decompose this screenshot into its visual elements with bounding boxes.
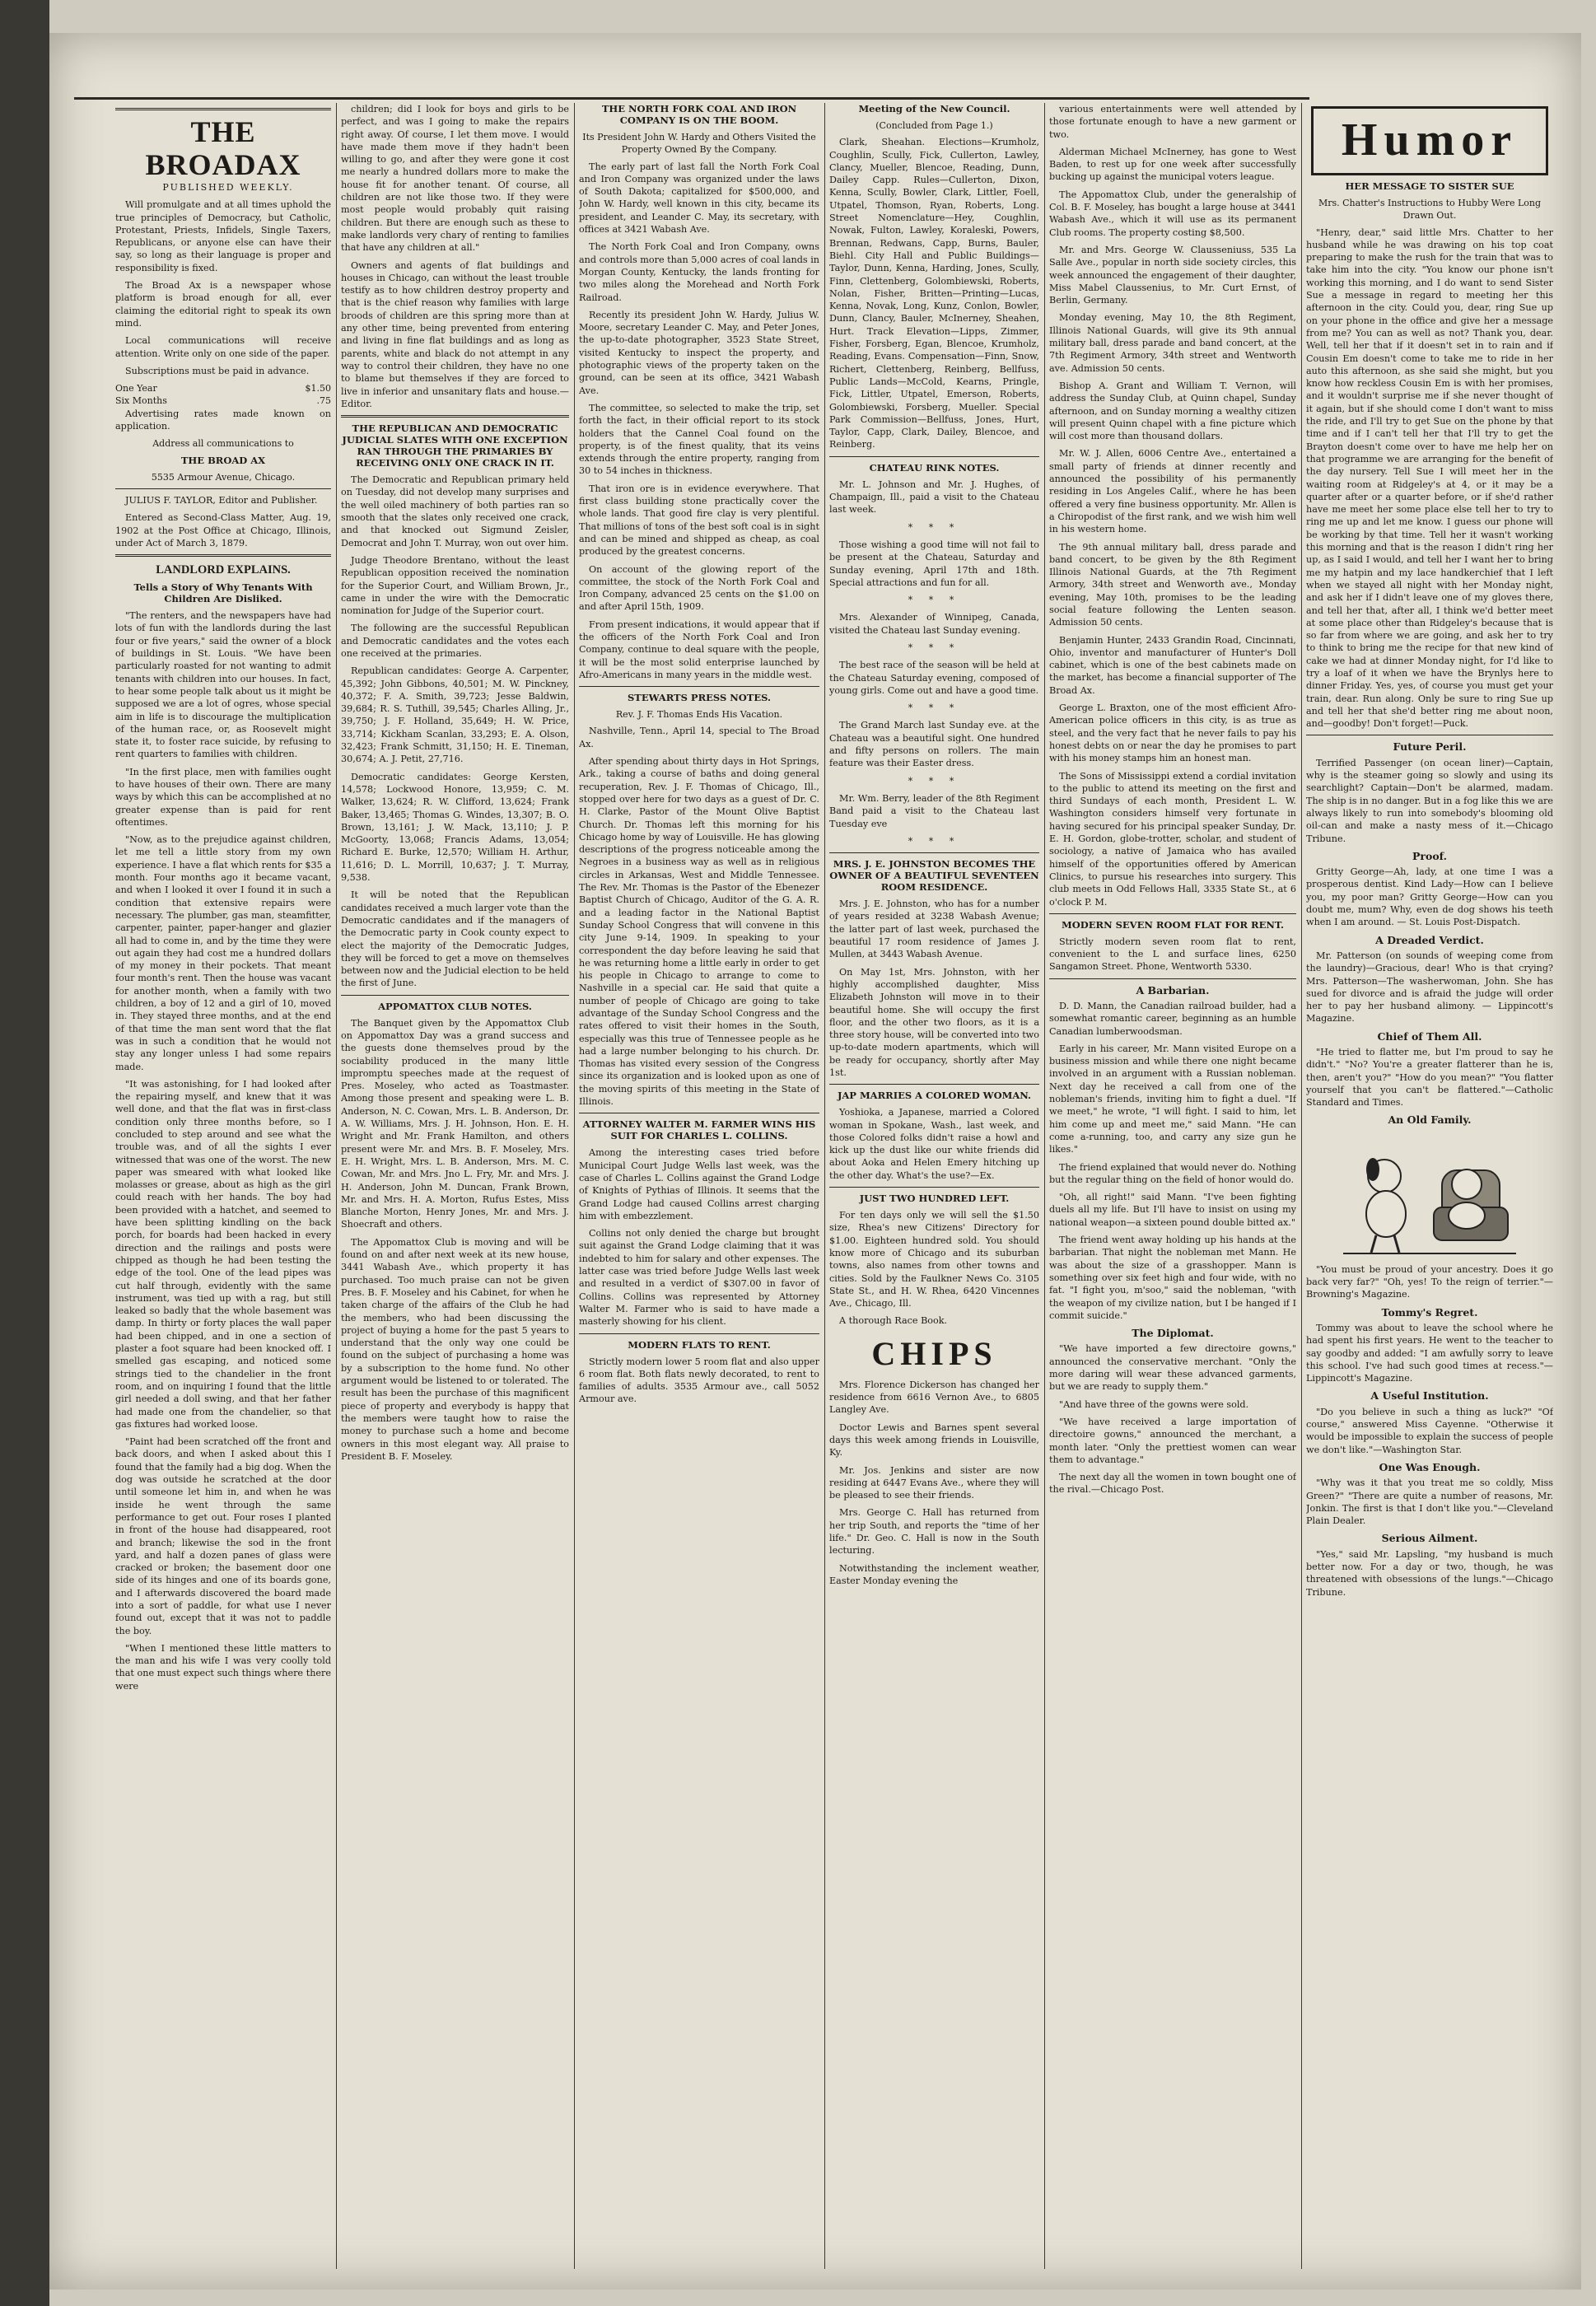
- enough-headline: One Was Enough.: [1379, 1460, 1481, 1473]
- barbarian-para: The friend went away holding up his hands at the barbarian. That night the nobleman met Mann. He was about the size of a grasshopper. Mann is something over six feet high and four wide, with no fat. "I fight you, m'soo," said the nobleman, "with the weapon of my civilize nation, but I be hanged if I commit suicide.": [1049, 1235, 1296, 1321]
- barbarian-para: D. D. Mann, the Canadian railroad builder, had a somewhat romantic career, beginning as an humble Canadian lumberwoodsman.: [1049, 1001, 1296, 1037]
- chateau-para: Mr. L. Johnson and Mr. J. Hughes, of Champaign, Ill., paid a visit to the Chateau last week.: [829, 478, 1039, 516]
- regret-headline: Tommy's Regret.: [1381, 1305, 1478, 1319]
- chateau-para: The best race of the season will be held at the Chateau Saturday evening, composed of young girls. Come out and have a good time.: [829, 660, 1039, 696]
- jap-headline: JAP MARRIES A COLORED WOMAN.: [837, 1090, 1032, 1102]
- humor-title: Humor: [1341, 114, 1519, 166]
- column-6: [1306, 103, 1553, 2277]
- chateau-headline: CHATEAU RINK NOTES.: [869, 461, 1000, 474]
- section-stars: * * *: [908, 703, 961, 714]
- appomattox-headline: APPOMATTOX CLUB NOTES.: [378, 1000, 532, 1012]
- chips-para: Mr. Jos. Jenkins and sister are now residing at 6447 Evans Ave., where they will be pleased to see their friends.: [829, 1464, 1039, 1501]
- masthead-intro: Will promulgate and at all times uphold the true principles of Democracy, but Catholic, Protestant, Priests, Infidels, Single Taxers, Republicans, or anyone else can have their say, so long as their language is proper and responsibility is fixed.: [115, 199, 331, 273]
- proof-headline: Proof.: [1412, 849, 1447, 862]
- council-deck: (Concluded from Page 1.): [875, 120, 993, 131]
- council-para: Clark, Sheahan. Elections—Krumholz, Coughlin, Scully, Fick, Cullerton, Lawley, Clancy, Mueller, Blencoe, Reading, Dunn, Dailey Capp. Rules—Cullerton, Dixon, Kenna, Scully, Bowler, Clark, Littler, Foell, Utpatel, Thomson, Ryan, Roberts, Long. Street Nomenclature—Hey, Coughlin, Nowak, Fulton, Lawley, Koraleski, Powers, Brennan, Redwans, Capp, Burns, Bauler, Biehl. City Hall and Public Buildings—Taylor, Dunn, Kenna, Harding, Jones, Scully, Finn, Clettenberg, Golombiewski, Roberts, Nolan, Fisher, Britten—Printing—Lucas, Kenna, Novak, Long, Kunz, Conlon, Bowler, Dunn, Clancy, Bauler, McInerney, Sheahen, Hurt. Track Elevation—Lipps, Zimmer, Fisher, Forsberg, Egan, Blencoe, Krumholz, Reading, Evans. Compensation—Finn, Snow, Richert, Clettenberg, Reinberg, Bellfuss, Public Lands—McCold, Kearns, Pringle, Fick, Littler, Utpatel, Emerson, Roberts, Golombiewski, Forsberg, Mueller. Special Park Commission—Bellfuss, Jones, Hurt, Taylor, Capp, Clark, Dailey, Blencoe, and Reinberg.: [829, 137, 1039, 450]
- barbarian-para: The friend explained that would never do. Nothing but the regular thing on the field of honor would do.: [1049, 1161, 1296, 1185]
- column-rule: [574, 103, 575, 2269]
- landlord-para: "It was astonishing, for I had looked after the repairing myself, and knew that it was well done, and that the flat was in first-class condition only three months before, so I concluded to step around and see what the trouble was, and of all the sights I ever witnessed that was one of the worst. The new paper was smeared with what looked like molasses or grease, about as high as the girl could reach with her hands. The boy had been provided with a hatchet, and seemed to have been splitting kindling on the back porch, for boards had been hacked in every direction and the railings and posts were chipped as though he had been testing the edge of the tool. One of the lead pipes was cut half through, evidently with the same instrument, was tied up with a rag, but still leaked so badly that the whole basement was damp. In thirty or forty places the wall paper had been chipped, and in one a section of plaster a foot square had been knocked off. I smelled gas escaping, and noticed some strings tied to the chandelier in the front room, and on inquiring I found that the little girl needed a doll swing, and that her father had made one from the chandelier, so that gas fixtures had worked loose.: [115, 1078, 331, 1430]
- divider: [341, 415, 569, 418]
- divider: [115, 554, 331, 557]
- chips-para: Mrs. Florence Dickerson has changed her residence from 6616 Vernon Ave., to 6805 Langley Ave.: [829, 1379, 1039, 1416]
- rate-row: [115, 394, 331, 407]
- farmer-para: Among the interesting cases tried before Municipal Court Judge Wells last week, was the case of Charles L. Collins against the Grand Lodge of Knights of Pythias of Illinois. It seems that the Grand Lodge had caused Collins arrest charging him with embezzlement.: [579, 1147, 819, 1221]
- stewart-deck: Rev. J. F. Thomas Ends His Vacation.: [615, 709, 783, 721]
- chips-continued: Bishop A. Grant and William T. Vernon, will address the Sunday Club, at Quinn chapel, Sunday afternoon, and on Sunday morning a wealthy citizen will present Quinn chapel with a fine picture which will cost more than thousand dollars.: [1049, 380, 1296, 442]
- divider: [829, 456, 1039, 457]
- section-stars: * * *: [908, 642, 961, 653]
- diplomat-para: "We have imported a few directoire gowns," announced the conservative merchant. "Only the more daring will wear these advanced garments, but we are ready to supply them.": [1049, 1343, 1296, 1393]
- column-rule: [336, 103, 337, 2269]
- chips-continued: Mr. W. J. Allen, 6006 Centre Ave., entertained a small party of friends at dinner recently and announced the possibility of his permanently residing in Los Angeles Calif., where he has been offered a very fine business opportunity. Mr. Allen is a Chiropodist of the first rank, and we wish him well in his western home.: [1049, 448, 1296, 535]
- humor-banner: [1311, 106, 1548, 175]
- republican-para: It will be noted that the Republican candidates received a much larger vote than the Democratic candidates and if the managers of the Democratic party in Cook county expect to elect the majority of the Democratic Judges, they will be forced to get a move on themselves between now and the Judicial election to be held the first of June.: [341, 889, 569, 989]
- landlord-para: "Paint had been scratched off the front and back doors, and when I asked about this I found that the family had a big dog. When the dog was outside he scratched at the door until someone let him in, and when he was inside he went through the same performance to get out. Four roses I planted in front of the house had disappeared, root and branch; likewise the sod in the front yard, and half a dozen panes of glass were cracked or broken; the basement door one side of its hinges and one of its boards gone, and I afterwards discovered the board made into a sort of paddle, for what use I never found out, except that it was not to paddle the boy.: [115, 1436, 331, 1636]
- johnston-para: On May 1st, Mrs. Johnston, with her highly accomplished daughter, Miss Elizabeth Johnston will move in to their beautiful home. She will occupy the first floor, and the other two floors, as it is a three story house, will be converted into two up-to-date modern apartments, which will be ready for occupancy, shortly after May 1st.: [829, 966, 1039, 1078]
- masthead-note: The Broad Ax is a newspaper whose platform is broad enough for all, ever claiming the editorial right to speak its own mind.: [115, 280, 331, 329]
- coal-para: From present indications, it would appear that if the officers of the North Fork Coal and Iron Company, continue to deal square with the people, it will be the most solid enterprise launched by Afro-Americans in many years in the middle west.: [579, 619, 819, 680]
- ailment-headline: Serious Ailment.: [1381, 1532, 1478, 1545]
- verdict-text: Mr. Patterson (on sounds of weeping come from the laundry)—Gracious, dear! Who is that crying? Mrs. Patterson—The washerwoman, John. She has sued for divorce and is afraid the judge will order her to pay her husband alimony. — Lippincott's Magazine.: [1306, 950, 1553, 1025]
- divider: [579, 1333, 819, 1334]
- republican-para: The following are the successful Republican and Democratic candidates and the votes each one received at the primaries.: [341, 623, 569, 659]
- divider: [115, 488, 331, 489]
- masthead-address-note: Address all communications to: [152, 438, 294, 450]
- masthead-subtitle: PUBLISHED WEEKLY.: [162, 182, 294, 193]
- landlord-para: "Now, as to the prejudice against children, let me tell a little story from my own experience. I have a flat which rents for $35 a month. Four months ago it became vacant, and when I looked it over I found it in such a condition that extensive repairs were necessary. The plumber, gas man, steamfitter, carpenter, painter, paper-hanger and glazier all had to come in, and by the time they were out again they had cost me a hundred dollars of my money in their pockets. That meant four month's rent. Then the house was vacant for another month, when a family with two children, a boy of 12 and a girl of 10, moved in. They stayed three months, and at the end of that time the man sent word that the flat was in such a condition that he would not stay any longer unless I had some repairs made.: [115, 834, 331, 1072]
- justtwo-headline: JUST TWO HUNDRED LEFT.: [859, 1193, 1010, 1205]
- ailment-text: "Yes," said Mr. Lapsling, "my husband is much better now. For a day or two, though, he was threatened with obsessions of the lungs."—Chicago Tribune.: [1306, 1548, 1553, 1598]
- chips-para: Mrs. George C. Hall has returned from her trip South, and reports the "time of her life." Dr. Geo. C. Hall is now in the South lecturing.: [829, 1507, 1039, 1557]
- barbarian-headline: A Barbarian.: [1136, 983, 1210, 997]
- farmer-headline: ATTORNEY WALTER M. FARMER WINS HIS SUIT FOR CHARLES L. COLLINS.: [582, 1118, 816, 1142]
- masthead-subscriptions: Subscriptions must be paid in advance.: [125, 365, 310, 376]
- section-stars: * * *: [908, 595, 961, 606]
- masthead-ads: Advertising rates made known on application.: [115, 408, 331, 432]
- masthead-address: 5535 Armour Avenue, Chicago.: [151, 471, 296, 483]
- landlord-para: "The renters, and the newspapers have had lots of fun with the landlords during the last four or five years," said the owner of a block of buildings in St. Louis. "We have been particularly roasted for not wanting to admit tenants with children into our houses. In fact, to hear some people talk about us it might be supposed we are a lot of ogres, whose special aim in life is to discourage the multiplication of the human race, or, as Roosevelt might state it, to foster race suicide, by refusing to rent quarters to families with children.: [115, 610, 331, 760]
- chateau-para: The Grand March last Sunday eve. at the Chateau was a beautiful sight. One hundred and fifty persons on rollers. The main feature was their Easter dress.: [829, 720, 1039, 769]
- stewart-dateline: Nashville, Tenn., April 14, special to The Broad Ax.: [579, 726, 819, 749]
- barbarian-para: Early in his career, Mr. Mann visited Europe on a business mission and while there one night became involved in an argument with a Russian nobleman. Next day he received a call from one of the nobleman's friends, inviting him to fight a duel. "If we meet," he wrote, "I will fight. I said to him, let him come up and meet me," said Mann. "He can come a-running, too, and carry any size gun he likes.": [1049, 1043, 1296, 1155]
- chips-continued: Benjamin Hunter, 2433 Grandin Road, Cincinnati, Ohio, inventor and manufacturer of Hunter's Doll cabinet, which is one of the best cabinets made on the market, has become a financial supporter of The Broad Ax.: [1049, 634, 1296, 696]
- future-headline: Future Peril.: [1393, 740, 1467, 754]
- divider: [579, 686, 819, 687]
- dog-ear-shape: [1366, 1158, 1379, 1181]
- republican-para: Judge Theodore Brentano, without the least Republican opposition received the nomination for the Superior Court, and William Brown, Jr., came in under the wire with the Democratic nomination for Judge of the Superior court.: [341, 554, 569, 617]
- republican-para: The Democratic and Republican primary held on Tuesday, did not develop many surprises and the well oiled machinery of both parties ran so smooth that the slates only received one crack, and that knocked out Sigmund Zeisler, Democrat and John T. Murray, won out over him.: [341, 474, 569, 548]
- divider: [1049, 913, 1296, 914]
- coal-headline: THE NORTH FORK COAL AND IRON COMPANY IS ON THE BOOM.: [601, 103, 797, 126]
- chips-continued: Monday evening, May 10, the 8th Regiment, Illinois National Guards, will give its 9th annual military ball, dress parade and band concert, at the 7th Regiment Armory, 34th street and Wentworth ave. Admission 50 cents.: [1049, 312, 1296, 374]
- republican-headline: THE REPUBLICAN AND DEMOCRATIC JUDICIAL SLATES WITH ONE EXCEPTION RAN THROUGH THE PRIMARIES BY RECEIVING ONLY ONE CRACK IN IT.: [342, 422, 568, 469]
- top-rule: [74, 97, 1309, 100]
- stewart-headline: STEWARTS PRESS NOTES.: [627, 692, 772, 704]
- chips-continued: Mr. and Mrs. George W. Clausseniuss, 535 La Salle Ave., popular in north side society circles, this week announced the engagement of their daughter, Miss Mabel Claussenius, to Mr. Curt Ernst, of Berlin, Germany.: [1049, 244, 1296, 306]
- family-caption: "You must be proud of your ancestry. Does it go back very far?" "Oh, yes! To the reign of terrier."—Browning's Magazine.: [1306, 1263, 1553, 1300]
- landlord-para: "When I mentioned these little matters to the man and his wife I was very coolly told that one must expect such things where there were: [115, 1642, 331, 1692]
- coal-para: The North Fork Coal and Iron Company, owns and controls more than 5,000 acres of coal lands in Morgan County, Kentucky, the lands fronting for two miles along the Morehead and North Fork Railroad.: [579, 241, 819, 303]
- council-headline: Meeting of the New Council.: [858, 103, 1010, 114]
- rate-value: $1.50: [305, 383, 331, 394]
- flats-headline: MODERN FLATS TO RENT.: [628, 1338, 771, 1351]
- barbarian-para: "Oh, all right!" said Mann. "I've been fighting duels all my life. But I'll have to insist on using my national weapon—a sixteen pound double bitted ax.": [1049, 1192, 1296, 1228]
- column-rule: [1301, 103, 1302, 2269]
- coal-para: That iron ore is in evidence everywhere. That first class building stone practically cover the whole lands. That good fire clay is very plentiful. That millions of tons of the best soft coal is in sight and can be mined and shipped as cheap, as coal produced by the greatest concerns.: [579, 483, 819, 558]
- useful-headline: A Useful Institution.: [1370, 1389, 1489, 1403]
- family-headline: An Old Family.: [1388, 1113, 1472, 1127]
- chips-para: Notwithstanding the inclement weather, Easter Monday evening the: [829, 1562, 1039, 1586]
- diplomat-para: The next day all the women in town bought one of the rival.—Chicago Post.: [1049, 1472, 1296, 1496]
- johnston-headline: MRS. J. E. JOHNSTON BECOMES THE OWNER OF A BEAUTIFUL SEVENTEEN ROOM RESIDENCE.: [829, 858, 1039, 894]
- appomattox-para: The Appomattox Club is moving and will be found on and after next week at its new house, 3441 Wabash Ave., which property it has purchased. Too much praise can not be given Pres. B. F. Moseley and his Cabinet, for when he taken charge of the affairs of the Club he had the members, who had been discussing the project of buying a home for the past 5 years to understand that the only way one could be found on the subject of purchasing a home was by a subscription to the home fund. No other argument would be listened to or tolerated. The result has been the purchase of this magnificent piece of property and everybody is happy that the members were taught how to raise the money to purchase such a home and become owners in this most elegant way. All praise to President B. F. Moseley.: [341, 1236, 569, 1462]
- rate-label: One Year: [115, 383, 157, 394]
- flat7-headline: MODERN SEVEN ROOM FLAT FOR RENT.: [1062, 918, 1284, 931]
- coal-para: The committee, so selected to make the trip, set forth the fact, in their official report to its stock holders that the Cannel Coal found on the property, is of the finest quality, that its veins extends through the entire property, ranging from 30 to 54 inches in thickness.: [579, 402, 819, 477]
- republican-para: Democratic candidates: George Kersten, 14,578; Lockwood Honore, 13,959; C. M. Walker, 13,624; R. W. Clifford, 13,624; Frank Baker, 13,465; Thomas G. Windes, 13,307; B. O. Brown, 13,161; J. W. Mack, 13,110; J. P. McGoorty, 13,068; Francis Adams, 13,054; Richard E. Burke, 12,570; William H. Arthur, 11,616; D. L. Morrill, 10,637; J. T. Murray, 9,538.: [341, 771, 569, 884]
- republican-para: Republican candidates: George A. Carpenter, 45,392; John Gibbons, 40,501; M. W. Pinckney, 40,372; F. A. Smith, 39,723; Jesse Baldwin, 39,684; R. S. Tuthill, 39,545; Charles Alling, Jr., 39,750; J. F. Holland, 35,649; H. W. Price, 33,714; Kickham Scanlan, 33,293; E. A. Olson, 32,423; Frank Schmitt, 31,150; H. E. Tineman, 30,674; A. J. Petit, 27,716.: [341, 665, 569, 765]
- future-text: Terrified Passenger (on ocean liner)—Captain, why is the steamer going so slowly and using its searchlight? Captain—Don't be alarmed, madam. The ship is in no danger. But in a fog like this we are always likely to run into somebody's blooming old oil-can and make a nasty mess of it.—Chicago Tribune.: [1306, 757, 1553, 844]
- column-3: [579, 103, 819, 2277]
- stewart-para: After spending about thirty days in Hot Springs, Ark., taking a course of baths and doing general recuperation, Rev. J. F. Thomas of Chicago, Ill., stopped over here for two days as a guest of Dr. C. H. Clarke, Pastor of the Mount Olive Baptist Church. Dr. Thomas left this morning for his Chicago home by way of Louisville. He has glowing descriptions of the progress noticeable among the Negroes in a business way as well as in religious circles in Arkansas, West and Middle Tennessee. The Rev. Mr. Thomas is the Pastor of the Ebenezer Baptist Church of Chicago, Auditor of the G. A. R. and a leading factor in the National Baptist Sunday School Congress that will convene in this city June 9-14, 1909. In speaking to your correspondent the day before leaving he said that he was returning home a little early in order to get his people in Chicago to arrange to come to Nashville in a special car. He said that quite a number of people of Chicago are going to take advantage of the Sunday School Congress and the rates offered to visit their homes in the South, especially was this true of Tennessee people as he had a large number belonging to his church. Dr. Thomas has visited every session of the Congress since its organization and is looked upon as one of the moving spirits of this meeting in the State of Illinois.: [579, 756, 819, 1108]
- rate-value: .75: [316, 395, 331, 407]
- proof-text: Gritty George—Ah, lady, at one time I was a prosperous dentist. Kind Lady—How can I believe you, my poor man? Gritty George—How can you doubt me, mum? Why, even de dog shows his teeth when I am around. — St. Louis Post-Dispatch.: [1306, 866, 1553, 928]
- chips-continued: The Appomattox Club, under the generalship of Col. B. F. Moseley, has bought a large house at 3441 Wabash Ave., which it will use as its permanent Club rooms. The property costing $8,500.: [1049, 189, 1296, 238]
- column-2: [341, 103, 569, 2277]
- justtwo-extra: A thorough Race Book.: [839, 1315, 948, 1327]
- chips-title: CHIPS: [871, 1334, 997, 1372]
- divider: [829, 852, 1039, 853]
- divider: [341, 995, 569, 996]
- column-1: [115, 103, 331, 2277]
- chateau-para: Mrs. Alexander of Winnipeg, Canada, visited the Chateau last Sunday evening.: [829, 612, 1039, 636]
- column-rule: [824, 103, 825, 2269]
- column-5: [1049, 103, 1296, 2277]
- chateau-para: Mr. Wm. Berry, leader of the 8th Regiment Band paid a visit to the Chateau last Tuesday eve: [829, 792, 1039, 829]
- diplomat-para: "And have three of the gowns were sold.: [1059, 1398, 1249, 1410]
- message-deck: Mrs. Chatter's Instructions to Hubby Were Long Drawn Out.: [1318, 198, 1542, 222]
- masthead-title: THE BROADAX: [145, 115, 301, 181]
- dog-cartoon-illustration: [1343, 1133, 1516, 1257]
- scan-edge: [0, 0, 49, 2306]
- chips-continued: The Sons of Mississippi extend a cordial invitation to the public to attend its meeting on the first and third Sundays of each month, President L. W. Washington considers himself very fortunate in having secured for his principal speaker Sunday, Dr. E. H. Gordon, globe-trotter, scholar, and student of sociology, a native of Jamaica who has availed himself of the opportunities offered by American Clinics, to pursue his researches into surgery. This club meets in Odd Fellows Hall, 3335 State St., at 6 o'clock P. M.: [1049, 770, 1296, 908]
- rates-table: [115, 382, 331, 408]
- section-stars: * * *: [908, 775, 961, 787]
- coal-para: On account of the glowing report of the committee, the stock of the North Fork Coal and Iron Company, advanced 25 cents on the $1.00 on and after April 15th, 1909.: [579, 563, 819, 613]
- column-rule: [1044, 103, 1045, 2269]
- divider: [829, 1187, 1039, 1188]
- coal-deck: Its President John W. Hardy and Others Visited the Property Owned By the Company.: [582, 132, 816, 156]
- chips-continued: various entertainments were well attended by those fortunate enough to have a new garment or two.: [1049, 104, 1296, 140]
- chief-headline: Chief of Them All.: [1377, 1029, 1482, 1043]
- diplomat-headline: The Diplomat.: [1132, 1327, 1214, 1340]
- masthead-rule: [115, 108, 331, 110]
- landlord-continued: children; did I look for boys and girls to be perfect, and was I going to make the repairs right away. Of course, I let them move. I would have made them move if they hadn't been willing to go, and after they were gone it cost me nearly a hundred dollars more to make the house fit for another tenant. Of course, all children are not like those two. If they were most people would probably quit raising children. But there are enough such as these to make landlords very chary of renting to families that have any children at all.": [341, 104, 569, 254]
- farmer-para: Collins not only denied the charge but brought suit against the Grand Lodge claiming that it was indebted to him for salary and other expenses. The latter case was tried before Judge Wells last week and resulted in a verdict of $307.00 in favor of Collins. Collins was represented by Attorney Walter M. Farmer who is said to have made a masterly showing for his client.: [579, 1228, 819, 1328]
- jap-text: Yoshioka, a Japanese, married a Colored woman in Spokane, Wash., last week, and those Colored folks didn't raise a howl and kick up the dust like our white friends did about Aoka and Helen Emery hitching up the other day. What's the use?—Ex.: [829, 1107, 1039, 1181]
- message-para: "Henry, dear," said little Mrs. Chatter to her husband while he was drawing on his top coat preparing to make the rush for the train that was to take him into the city. "You know our phone isn't working this morning, and I do want to send Sister Sue a message in regard to meeting her this afternoon in the city. Could you, dear, ring Sue up on your phone in the office and give her a message from me? You can as well as not? Thank you, dear. Well, tell her that if it doesn't set in to rain and if Cousin Em doesn't come to take me to ride in her auto this afternoon, as she said she might, but you know how reckless Cousin Em is with her promises, and it wouldn't surprise me if she never thought of it again, but if she should come I don't want to miss the ride, and I'll try to get Sue on the phone by that time and if I can't tell her that I'll try to get the Brayton doesn't come over to have me help her on that programme we are arranging for the benefit of the day nursery. Tell Sue I will meet her in the waiting room at Ridgeley's at 4, or it may be a quarter after or a quarter before, or if she'd rather have me meet her some place else tell her to try to ring me up and let me know. I guess our phone will be working by that time. Tell her it wasn't working this morning and that is the reason I didn't ring her up, as I said I would, and tell her I want her to bring me my hatpin and my lace handkerchief that I left when we stayed all night with her Monday night, and ask her if I didn't leave one of my gloves there, and tell her that, after all, I think we'd better meet at some place other than Ridgeley's because that is so far from where we are going, and ask her to try to think to bring me the recipe for that new kind of cake we had at dinner Monday night, for I'd like to try a loaf of it when we have the Brynlys here to dinner Friday. Yes, yes, of course you must get your train, dear. Run along. Only be sure to ring Sue up and tell her that she'd better ring me about noon, and—goodby! Don't forget!—Puck.: [1306, 226, 1553, 730]
- chips-continued: Alderman Michael McInerney, has gone to West Baden, to rest up for one week after successfully bucking up against the municipal voters league.: [1049, 146, 1296, 183]
- masthead-entered: Entered as Second-Class Matter, Aug. 19, 1902 at the Post Office at Chicago, Illinois, under Act of March 3, 1879.: [115, 512, 331, 548]
- dog-leg-line: [1394, 1235, 1399, 1253]
- chips-continued: The 9th annual military ball, dress parade and band concert, to be given by the 8th Regiment Illinois National Guards, at the 7th Regiment Armory, 34th street and Wenworth ave., Monday evening, May 10th, promises to be the leading social feature following the Lenten season. Admission 50 cents.: [1049, 541, 1296, 628]
- coal-para: Recently its president John W. Hardy, Julius W. Moore, secretary Leander C. May, and Peter Jones, the up-to-date photographer, 3523 State Street, visited Kentucky to inspect the property, and photographic views of the property taken on the ground, can be seen at its office, 3421 Wabash Ave.: [579, 309, 819, 396]
- useful-text: "Do you believe in such a thing as luck?" "Of course," answered Miss Cayenne. "Otherwise it would be impossible to explain the success of people we don't like."—Washington Star.: [1306, 1406, 1553, 1455]
- flat7-text: Strictly modern seven room flat to rent, convenient to the L and surface lines, 6250 Sangamon Street. Phone, Wentworth 5330.: [1049, 936, 1296, 973]
- verdict-headline: A Dreaded Verdict.: [1375, 933, 1484, 946]
- seated-dog-head: [1452, 1169, 1482, 1199]
- justtwo-text: For ten days only we will sell the $1.50 size, Rhea's new Citizens' Directory for $1.00. Eighteen hundred sold. You should know more of Chicago and its suburban towns, also names from other towns and cities. Sold by the Faulkner News Co. 3105 State St., and H. W. Rhea, 6420 Vincennes Ave., Chicago, Ill.: [829, 1210, 1039, 1309]
- message-headline: HER MESSAGE TO SISTER SUE: [1345, 180, 1514, 192]
- chateau-para: Those wishing a good time will not fail to be present at the Chateau, Saturday and Sunday evening, April 17th and 18th. Special attractions and fun for all.: [829, 539, 1039, 588]
- flats-text: Strictly modern lower 5 room flat and also upper 6 room flat. Both flats newly decorated, to rent to families of adults. 3535 Armour ave., call 5052 Armour ave.: [579, 1356, 819, 1405]
- chips-para: Doctor Lewis and Barnes spent several days this week among friends in Louisville, Ky.: [829, 1421, 1039, 1459]
- rate-label: Six Months: [115, 395, 167, 407]
- landlord-para: "In the first place, men with families ought to have houses of their own. There are many ways by which this can be accomplished at no greater expense than is paid for rent oftentimes.: [115, 766, 331, 828]
- chips-continued: George L. Braxton, one of the most efficient Afro-American police officers in this city, is as true as steel, and the very fact that he never fails to pay his honest debts on or near the day he promises to part with his money stamps him an honest man.: [1049, 703, 1296, 764]
- landlord-headline: LANDLORD EXPLAINS.: [156, 563, 291, 577]
- seated-dog-body: [1449, 1202, 1485, 1229]
- landlord-deck: Tells a Story of Why Tenants With Children Are Disliked.: [133, 581, 313, 605]
- dog-leg-line: [1371, 1235, 1376, 1253]
- standing-dog-body: [1366, 1191, 1406, 1237]
- regret-text: Tommy was about to leave the school where he had spent his first years. He went to the teacher to say goodby and added: "I am awfully sorry to leave this school. I've had such good times at recess."—Lippincott's Magazine.: [1306, 1322, 1553, 1384]
- coal-para: The early part of last fall the North Fork Coal and Iron Company was organized under the laws of South Dakota; capitalized for $500,000, and John W. Hardy, well known in this city, became its president, and Leander C. May, its secretary, with offices at 3421 Wabash Ave.: [579, 161, 819, 236]
- divider: [829, 1084, 1039, 1085]
- owners-note: Owners and agents of flat buildings and houses in Chicago, can without the least trouble testify as to how children destroy property and that is the chief reason why families with large broods of children are this spring more than at any other time, being prevented from entering and living in fine flat buildings and as long as parents, white and black do not attempt in any way to control their children, they have no one to blame but themselves if they are forced to live in inferior and unsanitary flats and house.—Editor.: [341, 259, 569, 409]
- diplomat-para: "We have received a large importation of directoire gowns," announced the merchant, a month later. "Only the prettiest women can wear them to advantage.": [1049, 1416, 1296, 1465]
- divider: [1049, 978, 1296, 979]
- masthead-editor: JULIUS F. TAYLOR, Editor and Publisher.: [125, 494, 318, 506]
- chief-text: "He tried to flatter me, but I'm proud to say he didn't." "No? You're a greater flatterer than he is, then, aren't you?" "How do you mean?" "You flatter yourself that you can't be flattered."—Catholic Standard and Times.: [1306, 1047, 1553, 1109]
- section-stars: * * *: [908, 521, 961, 533]
- rate-row: [115, 382, 331, 394]
- enough-text: "Why was it that you treat me so coldly, Miss Green?" "There are quite a number of reasons, Mr. Jonkin. The first is that I don't like you."—Cleveland Plain Dealer.: [1306, 1477, 1553, 1527]
- johnston-para: Mrs. J. E. Johnston, who has for a number of years resided at 3238 Wabash Avenue; the latter part of last week, purchased the beautiful 17 room residence of James J. Mullen, at 3443 Wabash Avenue.: [829, 899, 1039, 960]
- column-4: [829, 103, 1039, 2277]
- section-stars: * * *: [908, 835, 961, 847]
- masthead-paper-name: THE BROAD AX: [180, 454, 266, 466]
- masthead-local: Local communications will receive attention. Write only on one side of the paper.: [115, 335, 331, 359]
- appomattox-para: The Banquet given by the Appomattox Club on Appomattox Day was a grand success and the guests done themselves proud by the sociability produced in the many little impromptu speeches made at the request of Pres. Moseley, who acted as Toastmaster. Among those present and speaking were L. B. Anderson, N. C. Cowan, Mrs. L. B. Anderson, Dr. A. W. Williams, Mrs. J. H. Johnson, Hon. E. H. Wright and Mr. Frank Hamilton, and others present were Mr. and Mrs. B. F. Moseley, Mrs. E. H. Wright, Mrs. L. B. Anderson, Mrs. M. C. Cowan, Mr. and Mrs. Jno L. Fry, Mr. and Mrs. J. H. Anderson, John M. Duncan, Frank Brown, Mr. and Mrs. H. A. Morton, Rufus Estes, Miss Blanche Morton, Henry Jones, Mr. and Mrs. J. Shoecraft and others.: [341, 1017, 569, 1230]
